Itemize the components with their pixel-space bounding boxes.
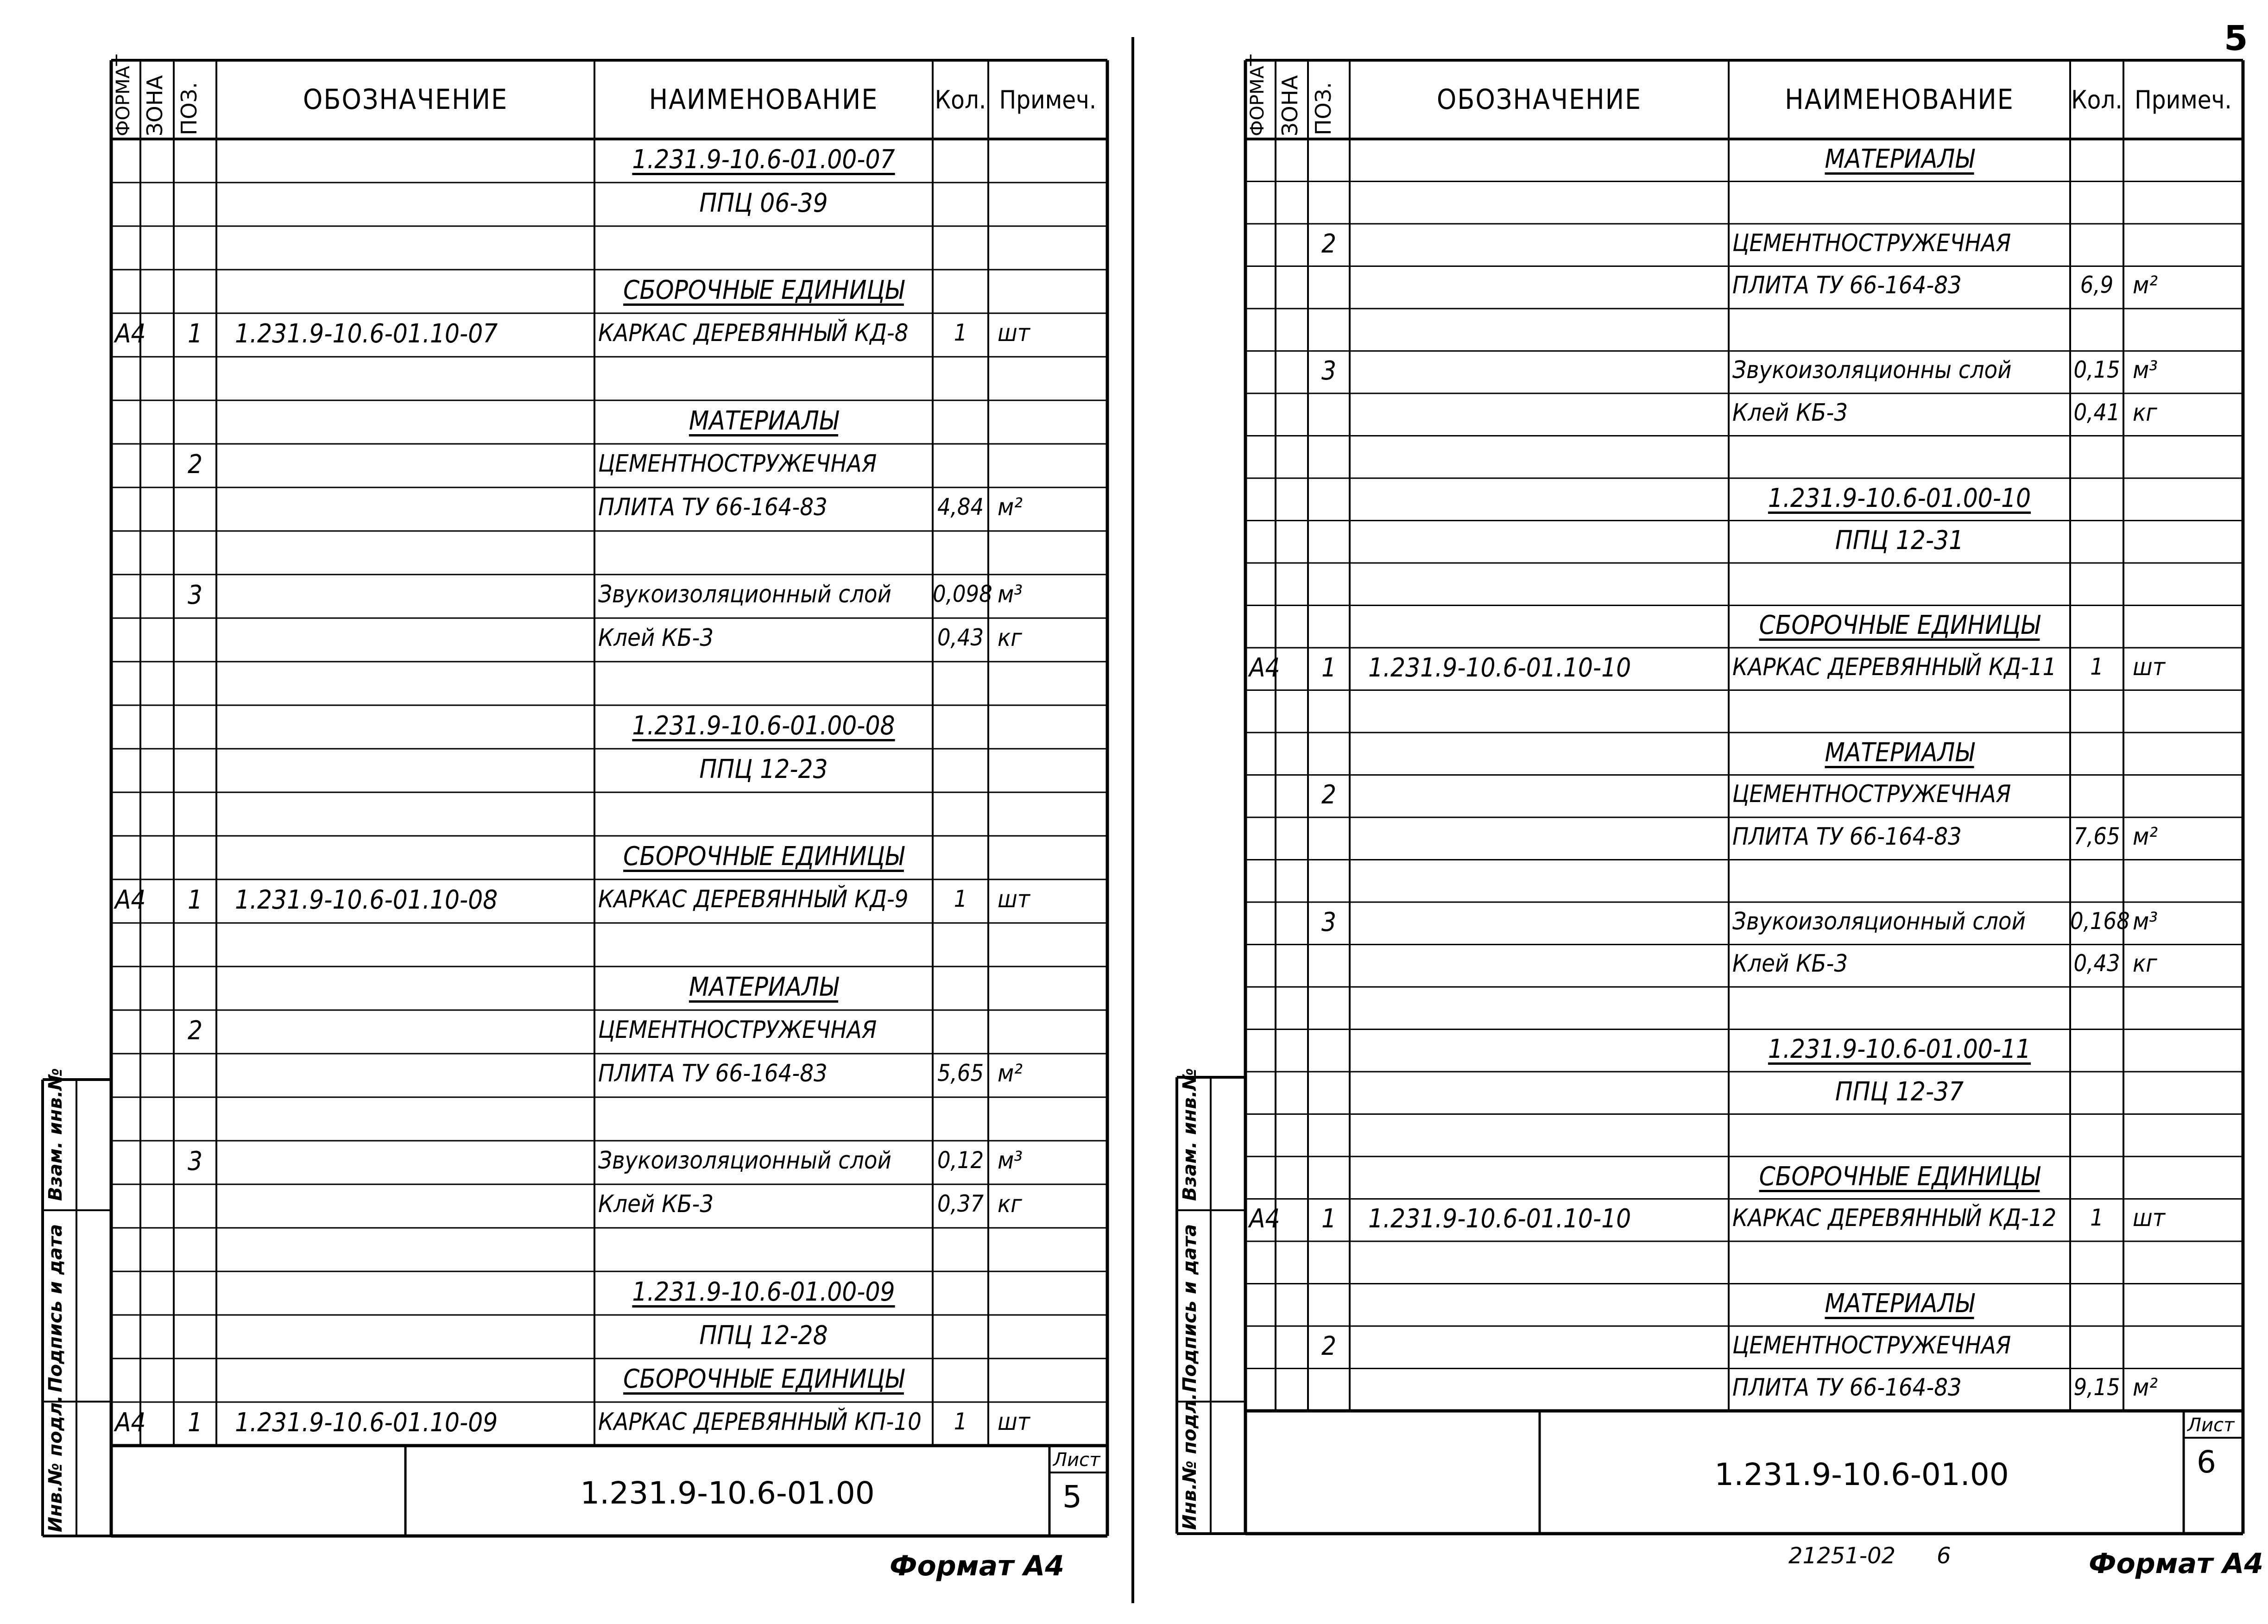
row-position: 2 xyxy=(187,449,203,480)
row-quantity: 1 xyxy=(2090,1204,2104,1232)
row-quantity: 9,15 xyxy=(2073,1374,2120,1401)
row-name: 1.231.9-10.6-01.00-08 xyxy=(632,711,895,741)
header-qty: Кол. xyxy=(2071,85,2123,114)
format-label: Формат А4 xyxy=(2089,1548,2264,1580)
row-note: кг xyxy=(998,1190,1022,1218)
side-label-replacement-inv: Взам. инв.№ xyxy=(45,1068,66,1201)
header-format: ФОРМАТ xyxy=(1247,54,1268,136)
row-name: МАТЕРИАЛЫ xyxy=(1825,737,1974,768)
row-quantity: 7,65 xyxy=(2073,822,2120,850)
row-designation: 1.231.9-10.6-01.10-08 xyxy=(235,885,498,915)
row-note: шт xyxy=(998,1408,1030,1436)
row-name: Клей КБ-3 xyxy=(1732,398,1848,427)
row-note: шт xyxy=(998,319,1030,347)
row-name: 1.231.9-10.6-01.00-10 xyxy=(1768,483,2031,513)
row-name: КАРКАС ДЕРЕВЯННЫЙ КП-10 xyxy=(598,1408,922,1436)
row-position: 1 xyxy=(187,319,203,349)
row-note: м² xyxy=(2133,1374,2158,1402)
stamp-sheet-label: Лист xyxy=(2187,1415,2235,1436)
row-name: ПЛИТА ТУ 66-164-83 xyxy=(598,1060,828,1087)
row-position: 1 xyxy=(1321,1204,1337,1234)
row-quantity: 0,43 xyxy=(2073,950,2120,977)
row-name: ЦЕМЕНТНОСТРУЖЕЧНАЯ xyxy=(598,1016,877,1044)
stamp-sheet-number: 6 xyxy=(2197,1444,2216,1480)
row-name: Звукоизоляционный слой xyxy=(598,581,891,608)
row-format: А4 xyxy=(1249,652,1280,683)
row-note: шт xyxy=(998,885,1030,913)
row-name: Звукоизоляционный слой xyxy=(1732,907,2026,935)
row-note: м² xyxy=(998,1060,1023,1087)
header-note: Примеч. xyxy=(2135,85,2232,114)
header-designation: ОБОЗНАЧЕНИЕ xyxy=(1436,83,1642,116)
row-name: МАТЕРИАЛЫ xyxy=(689,972,839,1002)
row-name: СБОРОЧНЫЕ ЕДИНИЦЫ xyxy=(1759,610,2040,641)
row-name: ЦЕМЕНТНОСТРУЖЕЧНАЯ xyxy=(1732,229,2011,257)
row-name: СБОРОЧНЫЕ ЕДИНИЦЫ xyxy=(623,275,904,305)
header-zone: ЗОНА xyxy=(142,75,167,136)
row-designation: 1.231.9-10.6-01.10-07 xyxy=(235,319,498,349)
row-name: КАРКАС ДЕРЕВЯННЫЙ КД-11 xyxy=(1732,653,2057,681)
stamp-document-code: 1.231.9-10.6-01.00 xyxy=(580,1475,875,1511)
side-label-signature-date: Подпись и дата xyxy=(1179,1224,1200,1392)
row-position: 1 xyxy=(187,1408,203,1438)
row-format: А4 xyxy=(115,319,146,349)
row-note: м² xyxy=(998,493,1023,521)
row-designation: 1.231.9-10.6-01.10-10 xyxy=(1368,1204,1631,1234)
row-position: 2 xyxy=(1321,780,1337,810)
row-quantity: 0,37 xyxy=(937,1190,984,1217)
row-position: 1 xyxy=(187,885,203,915)
header-zone: ЗОНА xyxy=(1277,75,1302,136)
row-note: кг xyxy=(2133,950,2157,978)
row-format: А4 xyxy=(115,885,146,915)
row-note: м² xyxy=(2133,272,2158,300)
header-pos: ПОЗ. xyxy=(1311,82,1336,135)
stamp-sheet-number: 5 xyxy=(1062,1479,1082,1515)
row-position: 2 xyxy=(1321,1331,1337,1361)
archive-number: 21251-02 xyxy=(1788,1543,1896,1569)
row-name: КАРКАС ДЕРЕВЯННЫЙ КД-8 xyxy=(598,319,909,347)
row-name: ЦЕМЕНТНОСТРУЖЕЧНАЯ xyxy=(598,450,877,478)
row-quantity: 5,65 xyxy=(937,1060,984,1087)
row-quantity: 0,43 xyxy=(937,624,984,651)
row-name: МАТЕРИАЛЫ xyxy=(689,406,839,436)
row-note: кг xyxy=(2133,398,2157,427)
row-quantity: 0,41 xyxy=(2073,398,2120,426)
header-name: НАИМЕНОВАНИЕ xyxy=(1785,83,2014,116)
side-label-signature-date: Подпись и дата xyxy=(45,1224,66,1392)
row-quantity: 0,098 xyxy=(933,581,992,607)
row-name: СБОРОЧНЫЕ ЕДИНИЦЫ xyxy=(623,1364,904,1394)
row-quantity: 0,15 xyxy=(2073,356,2120,384)
row-note: м³ xyxy=(2133,356,2158,385)
row-position: 1 xyxy=(1321,652,1337,683)
row-position: 3 xyxy=(187,580,203,610)
row-name: Клей КБ-3 xyxy=(598,624,714,652)
row-quantity: 1 xyxy=(954,885,967,912)
row-position: 3 xyxy=(1321,356,1337,386)
row-name: ППЦ 06-39 xyxy=(699,188,828,218)
stamp-document-code: 1.231.9-10.6-01.00 xyxy=(1714,1456,2009,1492)
row-name: 1.231.9-10.6-01.00-11 xyxy=(1768,1034,2031,1065)
row-name: ЦЕМЕНТНОСТРУЖЕЧНАЯ xyxy=(1732,1331,2011,1359)
row-format: А4 xyxy=(115,1408,146,1438)
header-format: ФОРМАТ xyxy=(113,54,134,136)
row-name: ПЛИТА ТУ 66-164-83 xyxy=(1732,822,1962,851)
row-quantity: 0,12 xyxy=(937,1147,984,1174)
row-position: 2 xyxy=(1321,228,1337,259)
row-position: 3 xyxy=(187,1146,203,1176)
row-quantity: 1 xyxy=(954,1408,967,1435)
row-quantity: 0,168 xyxy=(2070,907,2130,935)
row-name: ППЦ 12-23 xyxy=(699,754,828,784)
row-note: м³ xyxy=(998,1147,1023,1175)
row-position: 2 xyxy=(187,1016,203,1046)
spec-sheet-right xyxy=(1134,0,2268,1624)
row-name: Клей КБ-3 xyxy=(598,1190,714,1218)
row-name: 1.231.9-10.6-01.00-09 xyxy=(632,1277,895,1307)
row-name: Звукоизоляционны слой xyxy=(1732,356,2012,385)
row-name: ППЦ 12-37 xyxy=(1835,1076,1964,1107)
format-label: Формат А4 xyxy=(890,1550,1065,1582)
row-quantity: 1 xyxy=(954,319,967,346)
row-designation: 1.231.9-10.6-01.10-09 xyxy=(235,1408,498,1438)
row-quantity: 1 xyxy=(2090,653,2104,680)
row-note: м³ xyxy=(2133,907,2158,935)
corner-page-number: 5 xyxy=(2224,19,2248,58)
fold-line xyxy=(1131,37,1135,1603)
row-note: м² xyxy=(2133,822,2158,851)
row-quantity: 6,9 xyxy=(2080,272,2114,299)
row-position: 3 xyxy=(1321,907,1337,937)
row-name: ПЛИТА ТУ 66-164-83 xyxy=(1732,272,1962,300)
side-label-replacement-inv: Взам. инв.№ xyxy=(1179,1068,1200,1201)
row-name: ППЦ 12-28 xyxy=(699,1321,828,1351)
row-name: КАРКАС ДЕРЕВЯННЫЙ КД-9 xyxy=(598,885,909,913)
row-name: СБОРОЧНЫЕ ЕДИНИЦЫ xyxy=(623,841,904,872)
side-label-inv-no: Инв.№ подл. xyxy=(45,1395,66,1532)
row-name: ППЦ 12-31 xyxy=(1835,525,1964,556)
header-designation: ОБОЗНАЧЕНИЕ xyxy=(303,83,508,116)
side-label-inv-no: Инв.№ подл. xyxy=(1179,1393,1200,1530)
row-name: ЦЕМЕНТНОСТРУЖЕЧНАЯ xyxy=(1732,780,2011,809)
row-name: СБОРОЧНЫЕ ЕДИНИЦЫ xyxy=(1759,1161,2040,1192)
row-quantity: 4,84 xyxy=(937,493,984,520)
row-name: Звукоизоляционный слой xyxy=(598,1147,891,1175)
row-name: 1.231.9-10.6-01.00-07 xyxy=(632,145,895,175)
row-note: м³ xyxy=(998,581,1023,608)
archive-page: 6 xyxy=(1937,1543,1951,1569)
row-name: КАРКАС ДЕРЕВЯННЫЙ КД-12 xyxy=(1732,1204,2057,1232)
stamp-sheet-label: Лист xyxy=(1053,1449,1100,1471)
row-note: шт xyxy=(2133,653,2166,681)
row-name: МАТЕРИАЛЫ xyxy=(1825,144,1974,174)
row-note: кг xyxy=(998,624,1022,652)
row-designation: 1.231.9-10.6-01.10-10 xyxy=(1368,652,1631,683)
row-note: шт xyxy=(2133,1204,2166,1232)
header-note: Примеч. xyxy=(999,85,1097,114)
row-name: ПЛИТА ТУ 66-164-83 xyxy=(1732,1374,1962,1402)
row-name: Клей КБ-3 xyxy=(1732,950,1848,978)
row-format: А4 xyxy=(1249,1204,1280,1234)
row-name: ПЛИТА ТУ 66-164-83 xyxy=(598,493,828,521)
header-name: НАИМЕНОВАНИЕ xyxy=(649,83,878,116)
header-qty: Кол. xyxy=(935,85,986,114)
row-name: МАТЕРИАЛЫ xyxy=(1825,1289,1974,1319)
header-pos: ПОЗ. xyxy=(177,82,202,135)
